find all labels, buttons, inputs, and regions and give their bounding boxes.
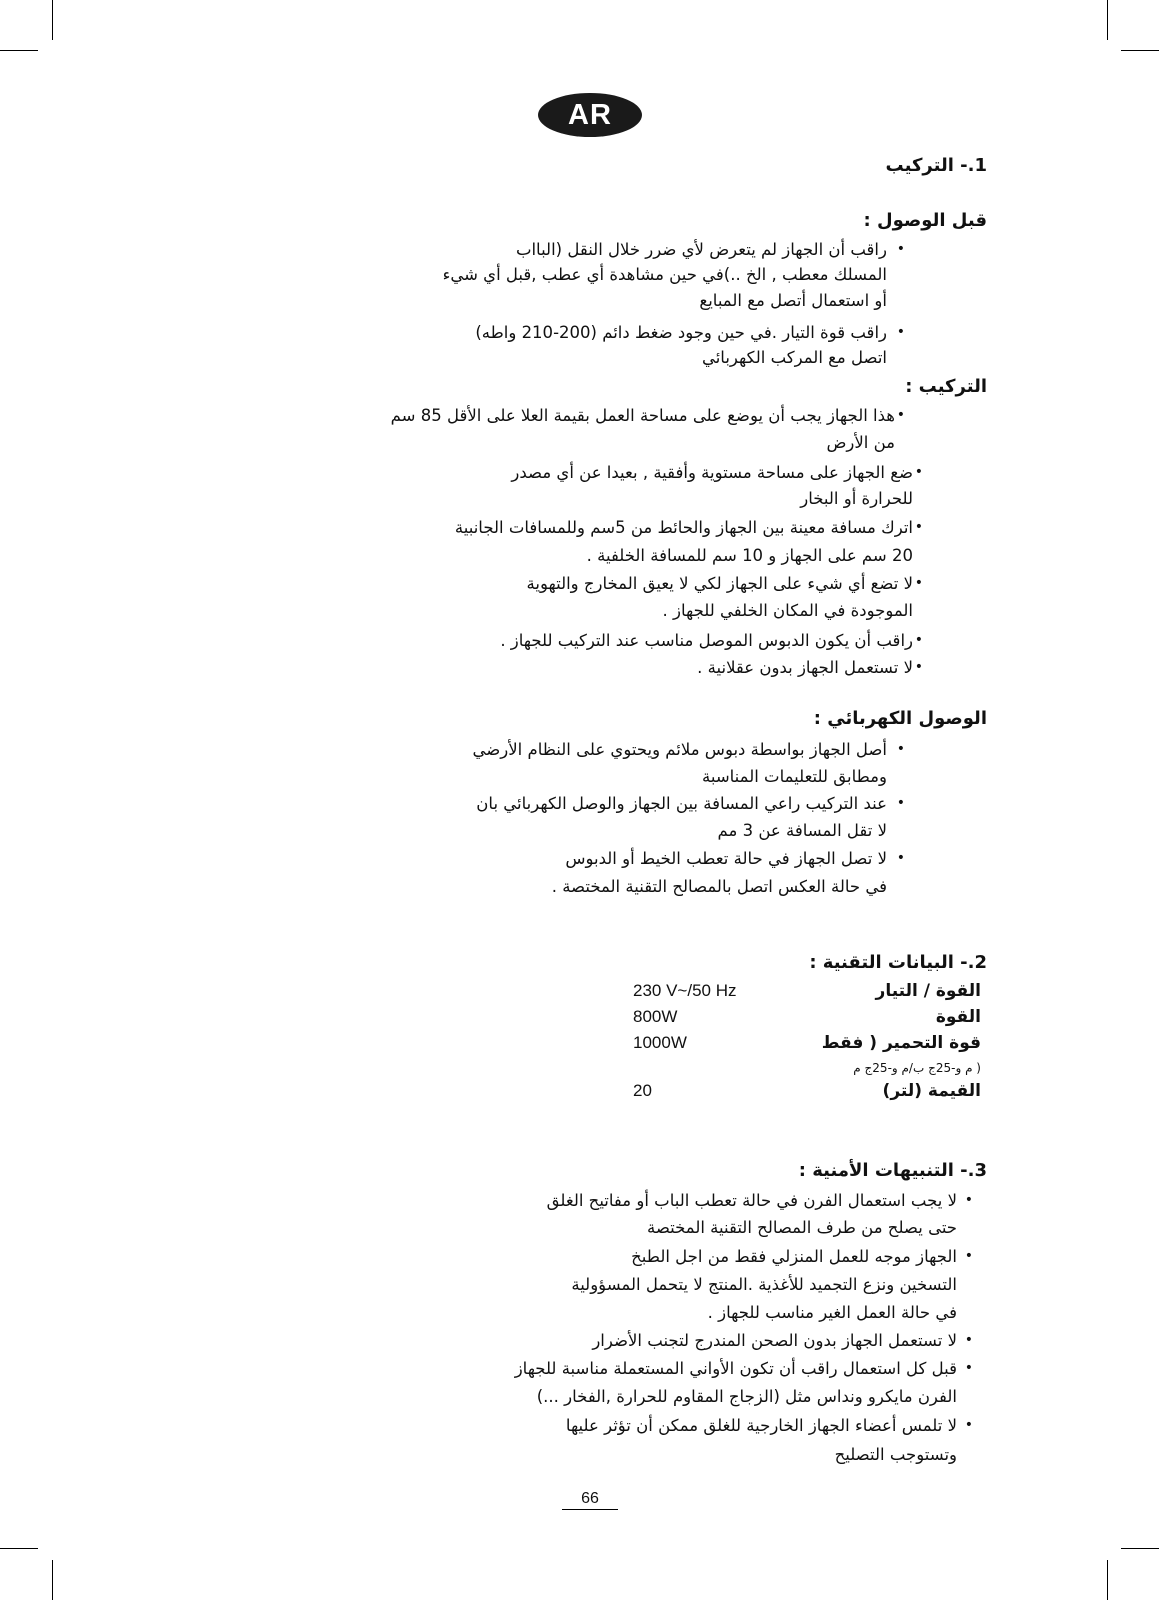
bullet-line: في حالة العكس اتصل بالمصالح التقنية المختصة . — [551, 877, 887, 896]
subsection-title: قبل الوصول : — [863, 210, 987, 231]
spec-label: القيمة (لتر) — [882, 1081, 981, 1101]
spec-value: 1000W — [633, 1033, 687, 1052]
spec-label: القوة — [935, 1007, 981, 1027]
bullet-line: هذا الجهاز يجب أن يوضع على مساحة العمل بقيمة العلا على الأقل 85 سم — [390, 406, 895, 425]
spec-value: 20 — [633, 1081, 652, 1100]
bullet-line: 20 سم على الجهاز و 10 سم للمسافة الخلفية . — [586, 546, 913, 565]
bullet-icon: • — [964, 1192, 973, 1208]
crop-mark — [1121, 1548, 1159, 1549]
spec-value: 800W — [633, 1007, 678, 1026]
bullet-line: الموجودة في المكان الخلفي للجهاز . — [662, 601, 913, 620]
bullet-line: اترك مسافة معينة بين الجهاز والحائط من 5سم وللمسافات الجانبية — [454, 518, 913, 537]
crop-mark — [1107, 0, 1108, 40]
bullet-line: حتى يصلح من طرف المصالح التقنية المختصة — [647, 1218, 957, 1237]
bullet-icon: • — [914, 575, 923, 591]
crop-mark — [1107, 1560, 1108, 1600]
crop-mark — [52, 1560, 53, 1600]
crop-mark — [1121, 50, 1159, 51]
bullet-line: وتستوجب التصليح — [834, 1445, 957, 1464]
subsection-title: التركيب : — [905, 376, 987, 397]
section-title: 1.- التركيب — [885, 155, 987, 176]
bullet-icon: • — [964, 1417, 973, 1433]
spec-label-note: ( م و-25ج ب/م و-25ج م — [853, 1061, 981, 1075]
bullet-icon: • — [914, 464, 923, 480]
crop-mark — [52, 0, 53, 40]
bullet-icon: • — [964, 1248, 973, 1264]
bullet-icon: • — [964, 1332, 973, 1348]
bullet-icon: • — [896, 324, 905, 340]
bullet-line: الفرن مايكرو ونداس مثل (الزجاج المقاوم للحرارة ,الفخار ...) — [536, 1387, 957, 1406]
bullet-line: ومطابق للتعليمات المناسبة — [702, 767, 887, 786]
bullet-line: لا يجب استعمال الفرن في حالة تعطب الباب أو مفاتيح الغلق — [546, 1191, 957, 1210]
bullet-line: ضع الجهاز على مساحة مستوية وأفقية , بعيدا عن أي مصدر — [511, 463, 913, 482]
spec-value: 230 V~/50 Hz — [633, 981, 737, 1000]
bullet-icon: • — [914, 519, 923, 535]
section-title: 3.- التنبيهات الأمنية : — [798, 1160, 987, 1181]
bullet-icon: • — [896, 850, 905, 866]
bullet-line: لا تستعمل الجهاز بدون الصحن المندرج لتجنب الأضرار — [592, 1331, 957, 1350]
spec-label: القوة / التيار — [875, 981, 981, 1001]
bullet-icon: • — [914, 659, 923, 675]
bullet-line: لا تضع أي شيء على الجهاز لكي لا يعيق المخارج والتهوية — [526, 574, 913, 593]
bullet-line: لا تقل المسافة عن 3 مم — [717, 821, 887, 840]
bullet-icon: • — [896, 741, 905, 757]
spec-label: قوة التحمير ( فقط — [821, 1033, 981, 1053]
bullet-line: قبل كل استعمال راقب أن تكون الأواني المستعملة مناسبة للجهاز — [514, 1359, 957, 1378]
bullet-line: أو استعمال أتصل مع المبايع — [699, 291, 887, 310]
bullet-line: لا تصل الجهاز في حالة تعطب الخيط أو الدبوس — [565, 849, 887, 868]
crop-mark — [0, 1548, 38, 1549]
section-title: 2.- البيانات التقنية : — [809, 952, 987, 973]
bullet-line: عند التركيب راعي المسافة بين الجهاز والوصل الكهربائي بان — [476, 794, 887, 813]
subsection-title: الوصول الكهربائي : — [813, 708, 987, 729]
bullet-line: اتصل مع المركب الكهربائي — [701, 348, 887, 367]
bullet-line: من الأرض — [826, 433, 895, 452]
bullet-line: في حالة العمل الغير مناسب للجهاز . — [707, 1303, 957, 1322]
language-badge: AR — [538, 93, 642, 137]
bullet-line: لا تستعمل الجهاز بدون عقلانية . — [697, 658, 913, 677]
bullet-line: راقب قوة التيار .في حين وجود ضغط دائم (200-210 واطه) — [475, 323, 887, 342]
bullet-line: الجهاز موجه للعمل المنزلي فقط من اجل الطبخ — [631, 1247, 957, 1266]
page-number: 66 — [562, 1490, 618, 1510]
bullet-icon: • — [896, 407, 905, 423]
crop-mark — [0, 50, 38, 51]
bullet-line: التسخين ونزع التجميد للأغذية .المنتج لا يتحمل المسؤولية — [571, 1275, 957, 1294]
bullet-line: المسلك معطب , الخ ..)في حين مشاهدة أي عطب ,قبل أي شيء — [442, 265, 887, 284]
bullet-line: أصل الجهاز بواسطة دبوس ملائم ويحتوي على النظام الأرضي — [472, 740, 887, 759]
bullet-line: راقب أن الجهاز لم يتعرض لأي ضرر خلال النقل (البااب — [515, 240, 887, 259]
bullet-icon: • — [964, 1360, 973, 1376]
bullet-icon: • — [896, 241, 905, 257]
bullet-line: لا تلمس أعضاء الجهاز الخارجية للغلق ممكن أن تؤثر عليها — [565, 1416, 957, 1435]
bullet-icon: • — [914, 632, 923, 648]
bullet-icon: • — [896, 795, 905, 811]
bullet-line: راقب أن يكون الدبوس الموصل مناسب عند التركيب للجهاز . — [500, 631, 913, 650]
bullet-line: للحرارة أو البخار — [800, 489, 913, 508]
